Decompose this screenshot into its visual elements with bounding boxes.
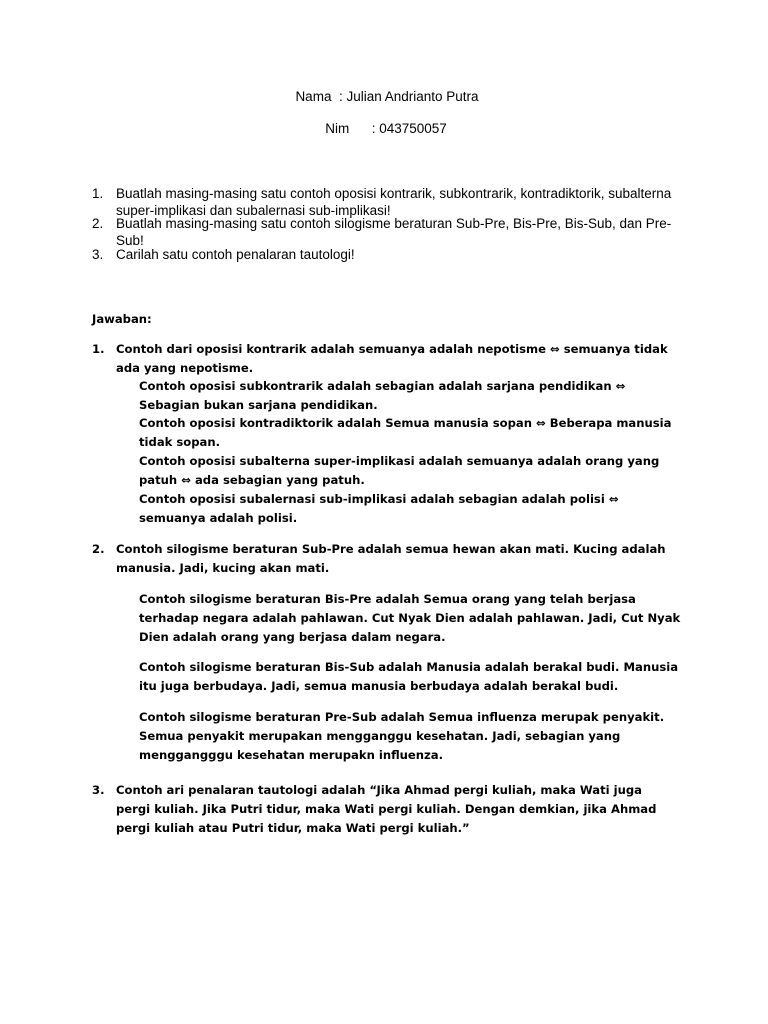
question-text: Carilah satu contoh penalaran tautologi!	[116, 247, 355, 262]
answer-main-text: Contoh dari oposisi kontrarik adalah semuanya adalah nepotisme ⇔ semuanya tidak ada yang nepotisme.	[116, 342, 668, 375]
answer-number: 1.	[92, 342, 105, 356]
answer-main-text: Contoh silogisme beraturan Sub-Pre adalah semua hewan akan mati. Kucing adalah manusia. Jadi, kucing akan mati.	[116, 542, 666, 575]
answer-1-sub-3: Contoh oposisi subalterna super-implikasi adalah semuanya adalah orang yang patuh ⇔ ada sebagian yang patuh.	[139, 454, 660, 487]
answer-number: 3.	[92, 783, 105, 797]
question-number: 3.	[92, 247, 104, 262]
answers-heading: Jawaban:	[92, 312, 152, 326]
answer-2-sub-1: Contoh silogisme beraturan Bis-Pre adalah Semua orang yang telah berjasa terhadap negara adalah pahlawan. Cut Nyak Dien adalah pahlawan. Jadi, Cut Nyak Dien adalah orang yang berjasa dalam negara.	[139, 592, 681, 644]
student-name: Nama : Julian Andrianto Putra	[295, 89, 479, 104]
question-text: Buatlah masing-masing satu contoh oposisi kontrarik, subkontrarik, kontradiktorik, subalterna super-implikasi dan subalernasi sub-implikasi!	[116, 186, 672, 218]
student-nim: Nim : 043750057	[325, 121, 447, 136]
question-number: 2.	[92, 216, 104, 231]
answer-2-sub-2: Contoh silogisme beraturan Bis-Sub adalah Manusia adalah berakal budi. Manusia itu juga berbudaya. Jadi, semua manusia berbudaya adalah berakal budi.	[139, 660, 679, 693]
answer-1-sub-4: Contoh oposisi subalernasi sub-implikasi adalah sebagian adalah polisi ⇔ semuanya adalah polisi.	[139, 492, 619, 525]
answer-1-sub-2: Contoh oposisi kontradiktorik adalah Semua manusia sopan ⇔ Beberapa manusia tidak sopan.	[139, 416, 672, 449]
answer-number: 2.	[92, 542, 105, 556]
question-text: Buatlah masing-masing satu contoh silogisme beraturan Sub-Pre, Bis-Pre, Bis-Sub, dan Pre-Sub!	[116, 216, 672, 248]
answer-2-sub-3: Contoh silogisme beraturan Pre-Sub adalah Semua influenza merupak penyakit. Semua penyakit merupakan mengganggu kesehatan. Jadi, sebagian yang menggangggu kesehatan merupakn influenza.	[139, 710, 665, 762]
answer-1-sub-1: Contoh oposisi subkontrarik adalah sebagian adalah sarjana pendidikan ⇔ Sebagian bukan sarjana pendidikan.	[139, 379, 626, 412]
answer-main-text: Contoh ari penalaran tautologi adalah “Jika Ahmad pergi kuliah, maka Wati juga pergi kuliah. Jika Putri tidur, maka Wati pergi kuliah. Dengan demkian, jika Ahmad pergi kuliah atau Putri tidur, maka Wati pergi kuliah.”	[116, 783, 657, 835]
question-number: 1.	[92, 186, 104, 201]
